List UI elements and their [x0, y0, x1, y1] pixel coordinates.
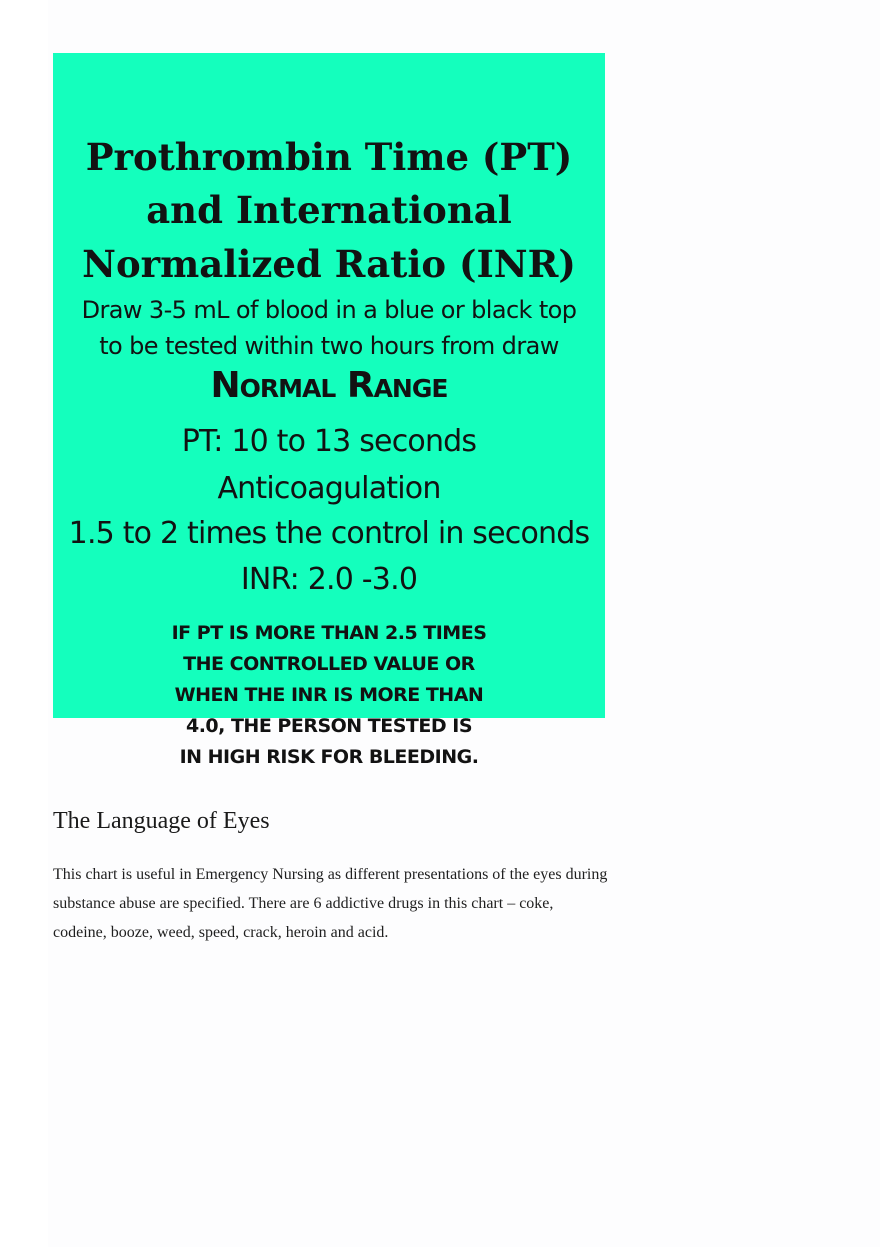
infographic-title-line: and International: [146, 188, 512, 232]
inr-range-line: INR: 2.0 -3.0: [240, 562, 418, 597]
section-paragraph: [53, 860, 653, 947]
bleeding-warning-line: 4.0, THE PERSON TESTED IS: [185, 715, 473, 737]
draw-instruction-line: to be tested within two hours from draw: [99, 332, 559, 360]
pt-inr-infographic: [53, 53, 605, 768]
bleeding-warning-line: THE CONTROLLED VALUE OR: [183, 653, 475, 675]
bleeding-warning-line: WHEN THE INR IS MORE THAN: [174, 684, 484, 706]
infographic-title-line: Prothrombin Time (PT): [85, 135, 573, 179]
anticoagulation-range-line: 1.5 to 2 times the control in seconds: [68, 516, 590, 551]
infographic-title-line: Normalized Ratio (INR): [82, 242, 576, 286]
draw-instruction-line: Draw 3-5 mL of blood in a blue or black top: [81, 296, 577, 324]
bleeding-warning-line: IF PT IS MORE THAN 2.5 TIMES: [171, 622, 487, 644]
normal-range-heading: Normal Range: [210, 365, 448, 406]
paragraph-line: This chart is useful in Emergency Nursing as different presentations of the eyes during: [53, 866, 608, 883]
bleeding-warning-line: IN HIGH RISK FOR BLEEDING.: [179, 746, 479, 768]
anticoagulation-label: Anticoagulation: [217, 471, 441, 506]
pt-range-line: PT: 10 to 13 seconds: [181, 424, 477, 459]
section-heading: The Language of Eyes: [53, 808, 270, 834]
paragraph-line: codeine, booze, weed, speed, crack, heroin and acid.: [53, 924, 389, 941]
paragraph-line: substance abuse are specified. There are 6 addictive drugs in this chart – coke,: [53, 895, 554, 912]
